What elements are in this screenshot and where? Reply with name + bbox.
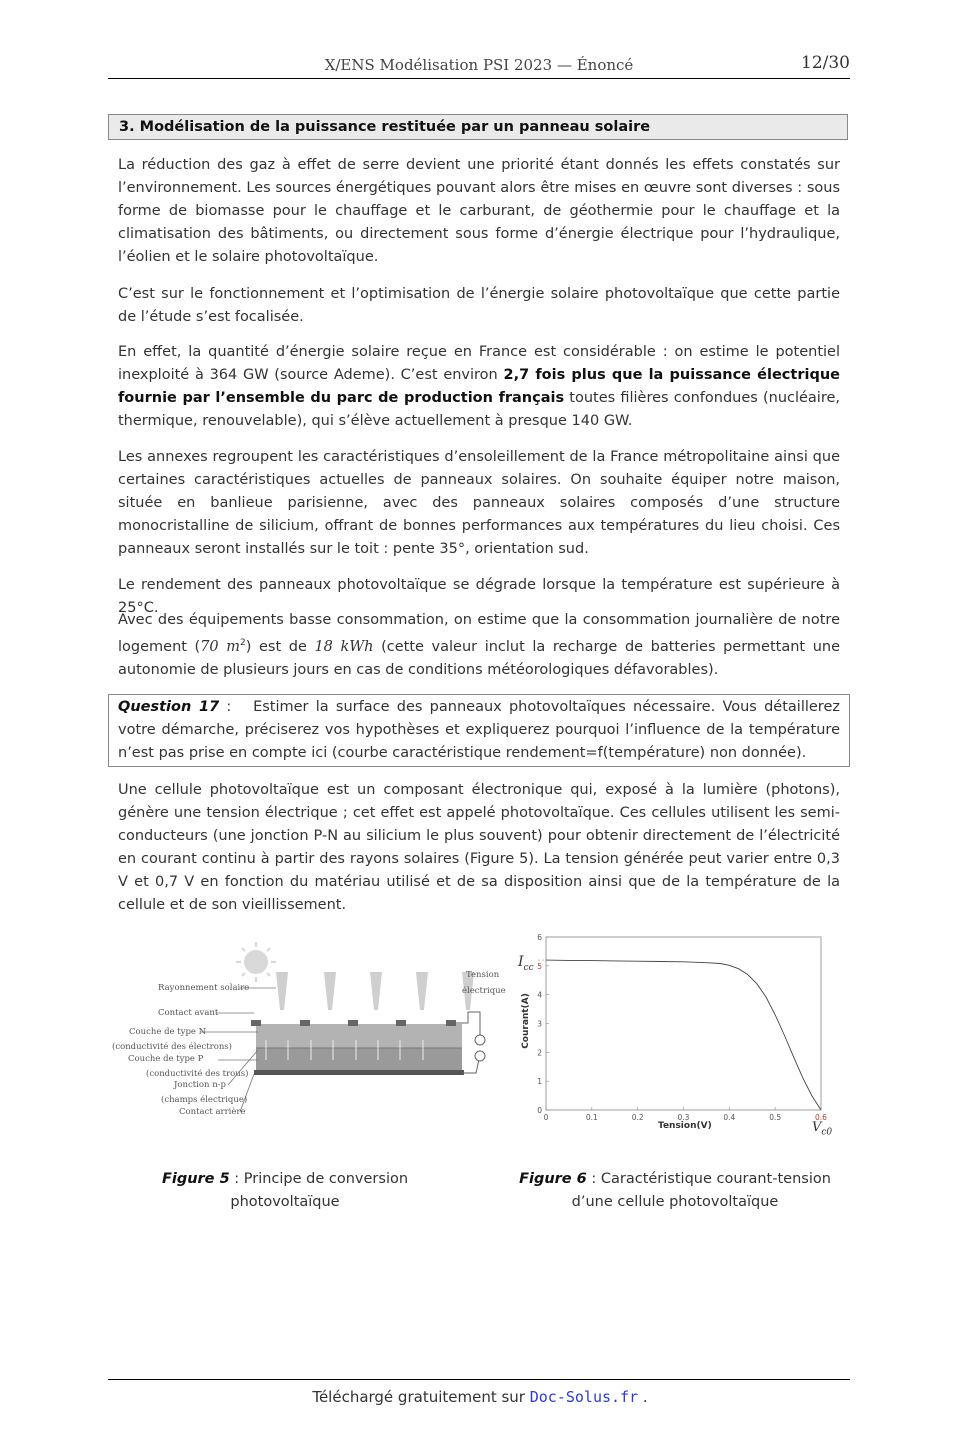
question-box: [108, 694, 850, 767]
y-tick-label: 4: [537, 990, 542, 1000]
n-layer: [256, 1024, 462, 1048]
paragraph-potential-c: toutes filières confondues (nucléaire, thermique, renouvelable), qui s’élève actuellement à presque 140 GW.: [118, 390, 841, 429]
label-contact-avant: Contact avant: [158, 1008, 219, 1018]
x-ticks: [544, 1107, 828, 1122]
question-text: Estimer la surface des panneaux photovoltaïques nécessaire. Vous détaillerez votre démarche, préciserez vos hypothèses et expliquerez pourquoi l’influence de la température n’est pas prise en compte ici (courbe caractéristique rendement=f(température) non donnée).: [118, 699, 840, 761]
iv-curve-line: [546, 960, 821, 1110]
question-separator: :: [219, 699, 254, 715]
label-jonction: Jonction n-p: [174, 1080, 226, 1090]
figure-6-chart: [512, 930, 842, 1140]
question-label: Question 17: [118, 699, 220, 715]
icc-label: [518, 954, 534, 973]
y-tick-label: 2: [537, 1048, 542, 1058]
icc-main: I: [518, 954, 524, 970]
paragraph-potential: [118, 341, 840, 433]
paragraph-cellule: Une cellule photovoltaïque est un composant électronique qui, exposé à la lumière (photons), génère une tension électrique ; cet effet est appelé photovoltaïque. Ces cellules utilisent les semi-conducteurs (une jonction P-N au silicium le plus souvent) pour obtenir directement de l’électricité en courant continu à partir des rayons solaires (Figure 5). La tension générée peut varier entre 0,3 V et 0,7 V en fonction du matériau utilisé et de sa disposition ainsi que de la température de la cellule et de son vieillissement.: [118, 782, 840, 913]
energy-value: 18 kWh: [314, 638, 374, 655]
x-tick-label: 0: [543, 1113, 549, 1122]
y-tick-label: 3: [537, 1019, 542, 1029]
surface-value: 70 m: [200, 638, 240, 655]
paragraph-consommation: [118, 609, 840, 682]
vc0-main: V: [812, 1120, 822, 1135]
x-tick-label: 0.3: [677, 1113, 690, 1122]
x-tick-label: 0.6: [815, 1113, 827, 1122]
icc-sub: cc: [523, 962, 534, 973]
iv-chart-svg: [512, 930, 842, 1140]
light-rays: [276, 972, 474, 1010]
paragraph-potential-bold: 2,7 fois plus que la puissance électrique fournie par l’ensemble du parc de production français: [118, 367, 840, 406]
plot-frame: [546, 937, 821, 1110]
y-tick-label: 5: [537, 961, 542, 971]
paragraph-annexes: Les annexes regroupent les caractéristiques d’ensoleillement de la France métropolitaine ainsi que certaines caractéristiques actuelles de panneaux solaires. On souhaite équiper notre maison, située en banlieue parisienne, avec des panneaux solaires composés d’une structure monocristalline de silicium, offrant de bonnes performances aux températures du lieu choisi. Ces panneaux seront installés sur le toit : pente 35°, orientation sud.: [118, 449, 840, 557]
paragraph-potential-a: En effet, la quantité d’énergie solaire reçue en France est considérable : on estime le potentiel inexploité à 364 GW (source Ademe). C’est environ: [118, 344, 840, 383]
label-couche-p-sub: (conductivité des trous): [146, 1069, 249, 1079]
paragraph-intro: La réduction des gaz à effet de serre devient une priorité étant donnés les effets constatés sur l’environnement. Les sources énergétiques pouvant alors être mises en œuvre sont diverses : sous forme de biomasse pour le chauffage et le carburant, de géothermie pour le chauffage et la climatisation des bâtiments, ou directement sous forme d’énergie électrique pour l’hydraulique, l’éolien et le solaire photovoltaïque.: [118, 157, 840, 265]
figure-6-caption-label: Figure 6: [519, 1171, 587, 1187]
figure-5-caption: [140, 1168, 430, 1214]
paragraph-focus: C’est sur le fonctionnement et l’optimisation de l’énergie solaire photovoltaïque que cette partie de l’étude s’est focalisée.: [118, 286, 840, 325]
sun-icon: [236, 942, 276, 982]
label-couche-n-sub: (conductivité des électrons): [112, 1042, 232, 1052]
figure-5-caption-rest: : Principe de conversion: [229, 1171, 409, 1187]
label-jonction-sub: (champs électrique): [161, 1095, 248, 1105]
figure-5-diagram: [108, 940, 508, 1125]
page-number: 12/30: [801, 53, 850, 73]
back-contact: [254, 1070, 464, 1075]
section-heading: [108, 114, 848, 140]
footer-prefix: Téléchargé gratuitement sur: [312, 1388, 530, 1406]
section-title: 3. Modélisation de la puissance restituée par un panneau solaire: [119, 119, 651, 135]
label-tension-1: Tension: [466, 970, 500, 980]
y-tick-label: 1: [537, 1077, 542, 1087]
x-tick-label: 0.4: [723, 1113, 736, 1122]
figure-6-caption: [500, 1168, 850, 1214]
figure-5-caption-line2: photovoltaïque: [230, 1194, 340, 1210]
figure-6-caption-rest: : Caractéristique courant-tension: [586, 1171, 831, 1187]
label-couche-n: Couche de type N: [129, 1027, 207, 1037]
page-footer: [0, 1388, 960, 1406]
footer-suffix: .: [638, 1388, 648, 1406]
paragraph-consommation-c: (cette valeur inclut la recharge de batteries permettant une autonomie de plusieurs jours en cas de conditions météorologiques défavorables).: [118, 638, 840, 678]
paragraph-consommation-b: ) est de: [245, 638, 315, 655]
page-header: [108, 52, 850, 79]
y-axis-label: Courant(A): [520, 993, 531, 1049]
figure-5-caption-label: Figure 5: [161, 1171, 230, 1187]
x-tick-label: 0.5: [769, 1113, 782, 1122]
x-axis-label: Tension(V): [658, 1121, 712, 1131]
negative-terminal-icon: [475, 1035, 485, 1045]
figure-6-caption-line2: d’une cellule photovoltaïque: [571, 1194, 779, 1210]
vc0-label: [812, 1120, 832, 1138]
label-couche-p: Couche de type P: [128, 1054, 204, 1064]
x-tick-label: 0.2: [631, 1113, 644, 1122]
document-title: X/ENS Modélisation PSI 2023 — Énoncé: [324, 56, 634, 74]
vc0-sub: c0: [821, 1127, 833, 1138]
surface-exponent: 2: [240, 638, 246, 648]
x-tick-label: 0.1: [585, 1113, 598, 1122]
label-contact-arriere: Contact arrière: [179, 1107, 246, 1117]
footer-divider: [108, 1379, 850, 1380]
label-tension-2: électrique: [462, 986, 506, 996]
doc-solus-link[interactable]: Doc-Solus.fr: [529, 1388, 639, 1406]
paragraph-rendement: Le rendement des panneaux photovoltaïque se dégrade lorsque la température est supérieure à 25°C.: [118, 577, 840, 616]
y-tick-label: 6: [537, 933, 542, 942]
paragraph-consommation-a: Avec des équipements basse consommation, on estime que la consommation journalière de notre logement (: [118, 612, 840, 655]
positive-terminal-icon: [475, 1051, 485, 1061]
y-tick-label: 0: [537, 1106, 542, 1115]
label-rayonnement: Rayonnement solaire: [158, 983, 250, 993]
